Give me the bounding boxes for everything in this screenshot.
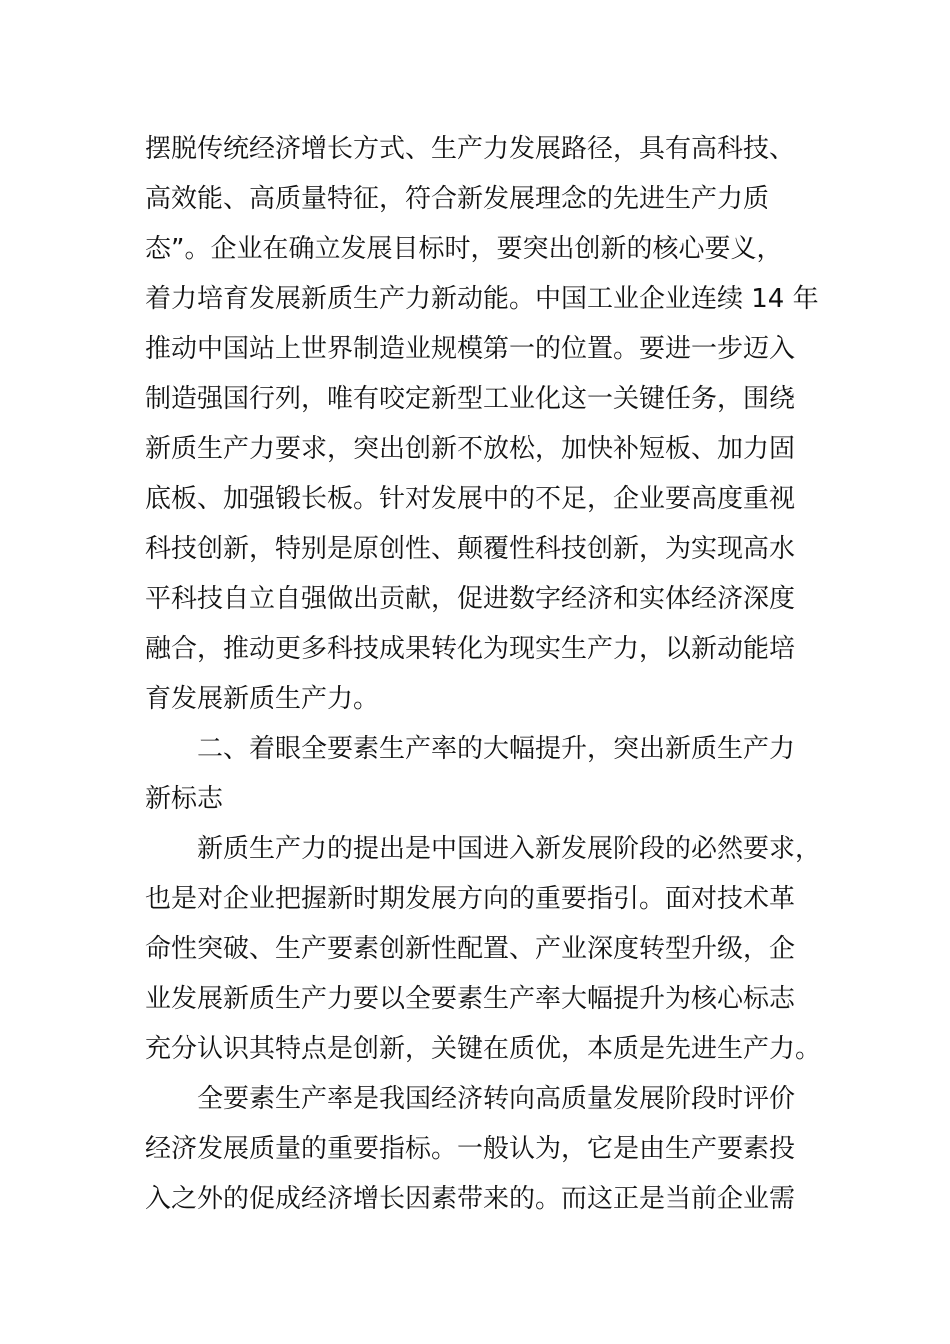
paragraph-line: 平科技自立自强做出贡献，促进数字经济和实体经济深度: [145, 584, 796, 614]
paragraph-line: 推动中国站上世界制造业规模第一的位置。要进一步迈入: [145, 334, 796, 364]
paragraph-line: 全要素生产率是我国经济转向高质量发展阶段时评价: [197, 1084, 796, 1114]
paragraph-line: 摆脱传统经济增长方式、生产力发展路径，具有高科技、: [145, 134, 796, 164]
paragraph-line: 着力培育发展新质生产力新动能。中国工业企业连续 14 年: [145, 284, 819, 314]
paragraph-line: 充分认识其特点是创新，关键在质优，本质是先进生产力。: [145, 1034, 822, 1064]
paragraph-line: 新质生产力的提出是中国进入新发展阶段的必然要求，: [197, 834, 822, 864]
paragraph-line: 融合，推动更多科技成果转化为现实生产力，以新动能培: [145, 634, 796, 664]
paragraph-line: 也是对企业把握新时期发展方向的重要指引。面对技术革: [145, 884, 796, 914]
paragraph-line: 态”。企业在确立发展目标时，要突出创新的核心要义，: [145, 234, 783, 264]
paragraph-line: 育发展新质生产力。: [145, 684, 380, 714]
section-heading: 二、着眼全要素生产率的大幅提升，突出新质生产力: [197, 734, 796, 764]
paragraph-line: 高效能、高质量特征，符合新发展理念的先进生产力质: [145, 184, 770, 214]
paragraph-line: 入之外的促成经济增长因素带来的。而这正是当前企业需: [145, 1184, 796, 1214]
paragraph-line: 命性突破、生产要素创新性配置、产业深度转型升级，企: [145, 934, 796, 964]
section-heading-continuation: 新标志: [145, 784, 224, 814]
paragraph-line: 业发展新质生产力要以全要素生产率大幅提升为核心标志: [145, 984, 796, 1014]
paragraph-line: 科技创新，特别是原创性、颠覆性科技创新，为实现高水: [145, 534, 796, 564]
paragraph-line: 制造强国行列，唯有咬定新型工业化这一关键任务，围绕: [145, 384, 796, 414]
paragraph-line: 经济发展质量的重要指标。一般认为，它是由生产要素投: [145, 1134, 796, 1164]
paragraph-line: 底板、加强锻长板。针对发展中的不足，企业要高度重视: [145, 484, 796, 514]
paragraph-line: 新质生产力要求，突出创新不放松，加快补短板、加力固: [145, 434, 796, 464]
